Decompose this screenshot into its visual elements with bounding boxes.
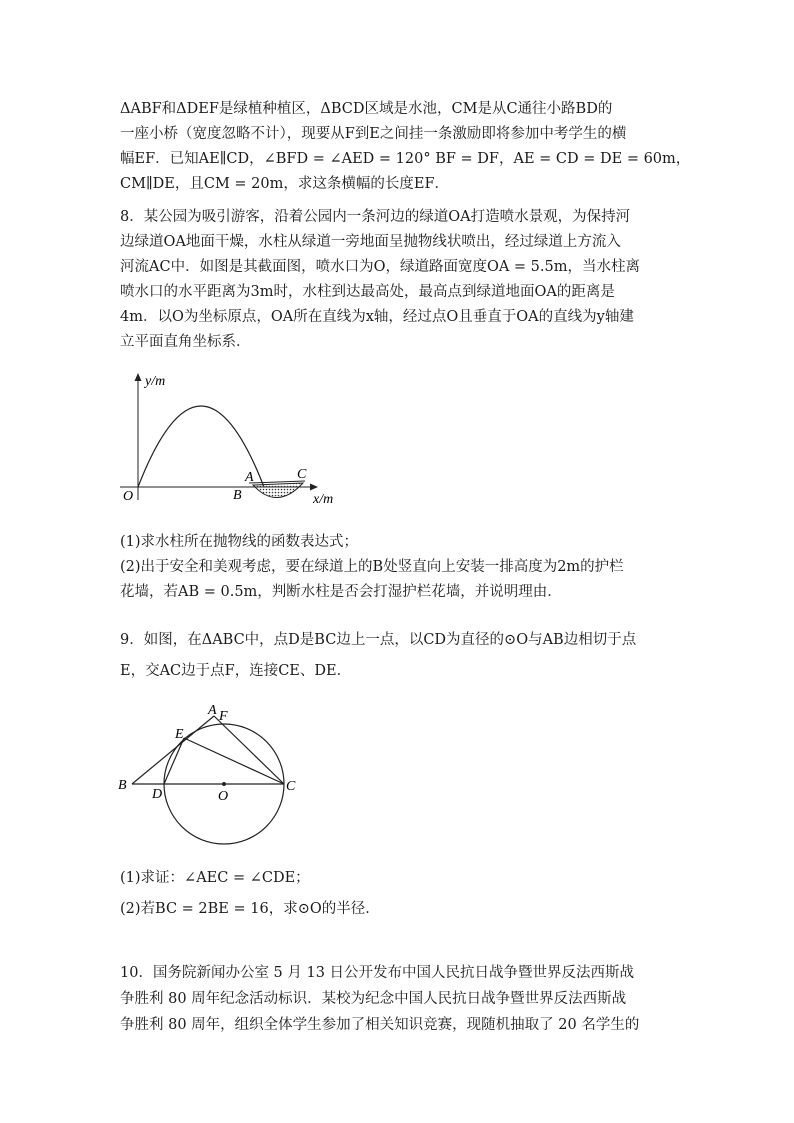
q9-sub-2: (2)若BC = 2BE = 16，求⊙O的半径． — [120, 901, 380, 917]
label-e: E — [175, 727, 184, 742]
q7-line: ΔABF和ΔDEF是绿植种植区，ΔBCD区域是水池，CM是从C通往小路BD的 — [120, 101, 613, 117]
q9-line: 9．如图，在ΔABC中，点D是BC边上一点，以CD为直径的⊙O与AB边相切于点 — [120, 632, 637, 648]
label-c: C — [286, 779, 296, 794]
q8-line: 立平面直角坐标系． — [120, 334, 251, 350]
label-d: D — [152, 787, 163, 802]
q8-line: 边绿道OA地面干燥，水柱从绿道一旁地面呈抛物线状喷出，经过绿道上方流入 — [120, 234, 621, 250]
q9-stem — [120, 628, 680, 684]
label-b: B — [233, 488, 242, 503]
q8-sub-1: (1)求水柱所在抛物线的函数表达式； — [120, 534, 359, 550]
q7-line: 幅EF．已知AE∥CD，∠BFD = ∠AED = 120° BF = DF，AE = CD = DE = 60m， — [120, 151, 691, 167]
q8-sub-2: (2)出于安全和美观考虑，要在绿道上的B处竖直向上安装一排高度为2m的护栏 — [120, 559, 624, 575]
y-axis-label: y/m — [145, 374, 166, 389]
q7-continuation — [120, 97, 691, 197]
q9-sub-1: (1)求证：∠AEC = ∠CDE； — [120, 870, 310, 886]
q9-subquestions — [120, 866, 680, 922]
q7-line: 一座小桥（宽度忽略不计），现要从F到E之间挂一条激励即将参加中考学生的横 — [120, 126, 627, 142]
q8-parabola-figure — [115, 365, 355, 515]
label-c: C — [297, 467, 307, 482]
label-b: B — [118, 778, 127, 793]
river-basin — [253, 483, 303, 498]
segment-de — [164, 738, 184, 784]
x-axis-label: x/m — [313, 492, 334, 507]
label-o: O — [218, 789, 229, 804]
y-axis-arrow — [135, 373, 142, 381]
q10-line: 争胜利 80 周年，组织全体学生参加了相关知识竞赛，现随机抽取了 20 名学生的 — [120, 1017, 640, 1033]
label-a: A — [245, 470, 254, 485]
q9-circle-figure — [112, 700, 312, 870]
q10-line: 争胜利 80 周年纪念活动标识．某校为纪念中国人民抗日战争暨世界反法西斯战 — [120, 991, 627, 1007]
label-a: A — [208, 703, 217, 718]
q8-stem — [120, 205, 680, 355]
q8-line: 河流AC中．如图是其截面图，喷水口为O，绿道路面宽度OA = 5.5m，当水柱离 — [120, 259, 640, 275]
q8-line: 4m．以O为坐标原点，OA所在直线为x轴，经过点O且垂直于OA的直线为y轴建 — [120, 309, 634, 325]
q8-subquestions — [120, 530, 680, 605]
label-origin: O — [123, 489, 134, 504]
q8-line: 8．某公园为吸引游客，沿着公园内一条河边的绿道OA打造喷水景观，为保持河 — [120, 209, 631, 225]
q8-line: 喷水口的水平距离为3m时，水柱到达最高处，最高点到绿道地面OA的距离是 — [120, 284, 615, 300]
q7-line: CM∥DE，且CM = 20m，求这条横幅的长度EF． — [120, 176, 450, 192]
x-axis-arrow — [310, 484, 318, 491]
label-f: F — [219, 709, 228, 724]
q8-sub-2-cont: 花墙，若AB = 0.5m，判断水柱是否会打湿护栏花墙，并说明理由． — [120, 584, 562, 600]
q10-line: 10．国务院新闻办公室 5 月 13 日公开发布中国人民抗日战争暨世界反法西斯战 — [120, 965, 635, 981]
q10-stem — [120, 960, 680, 1038]
segment-ab — [132, 716, 214, 784]
center-point — [222, 782, 226, 786]
q9-line: E，交AC边于点F，连接CE、DE． — [120, 663, 352, 679]
